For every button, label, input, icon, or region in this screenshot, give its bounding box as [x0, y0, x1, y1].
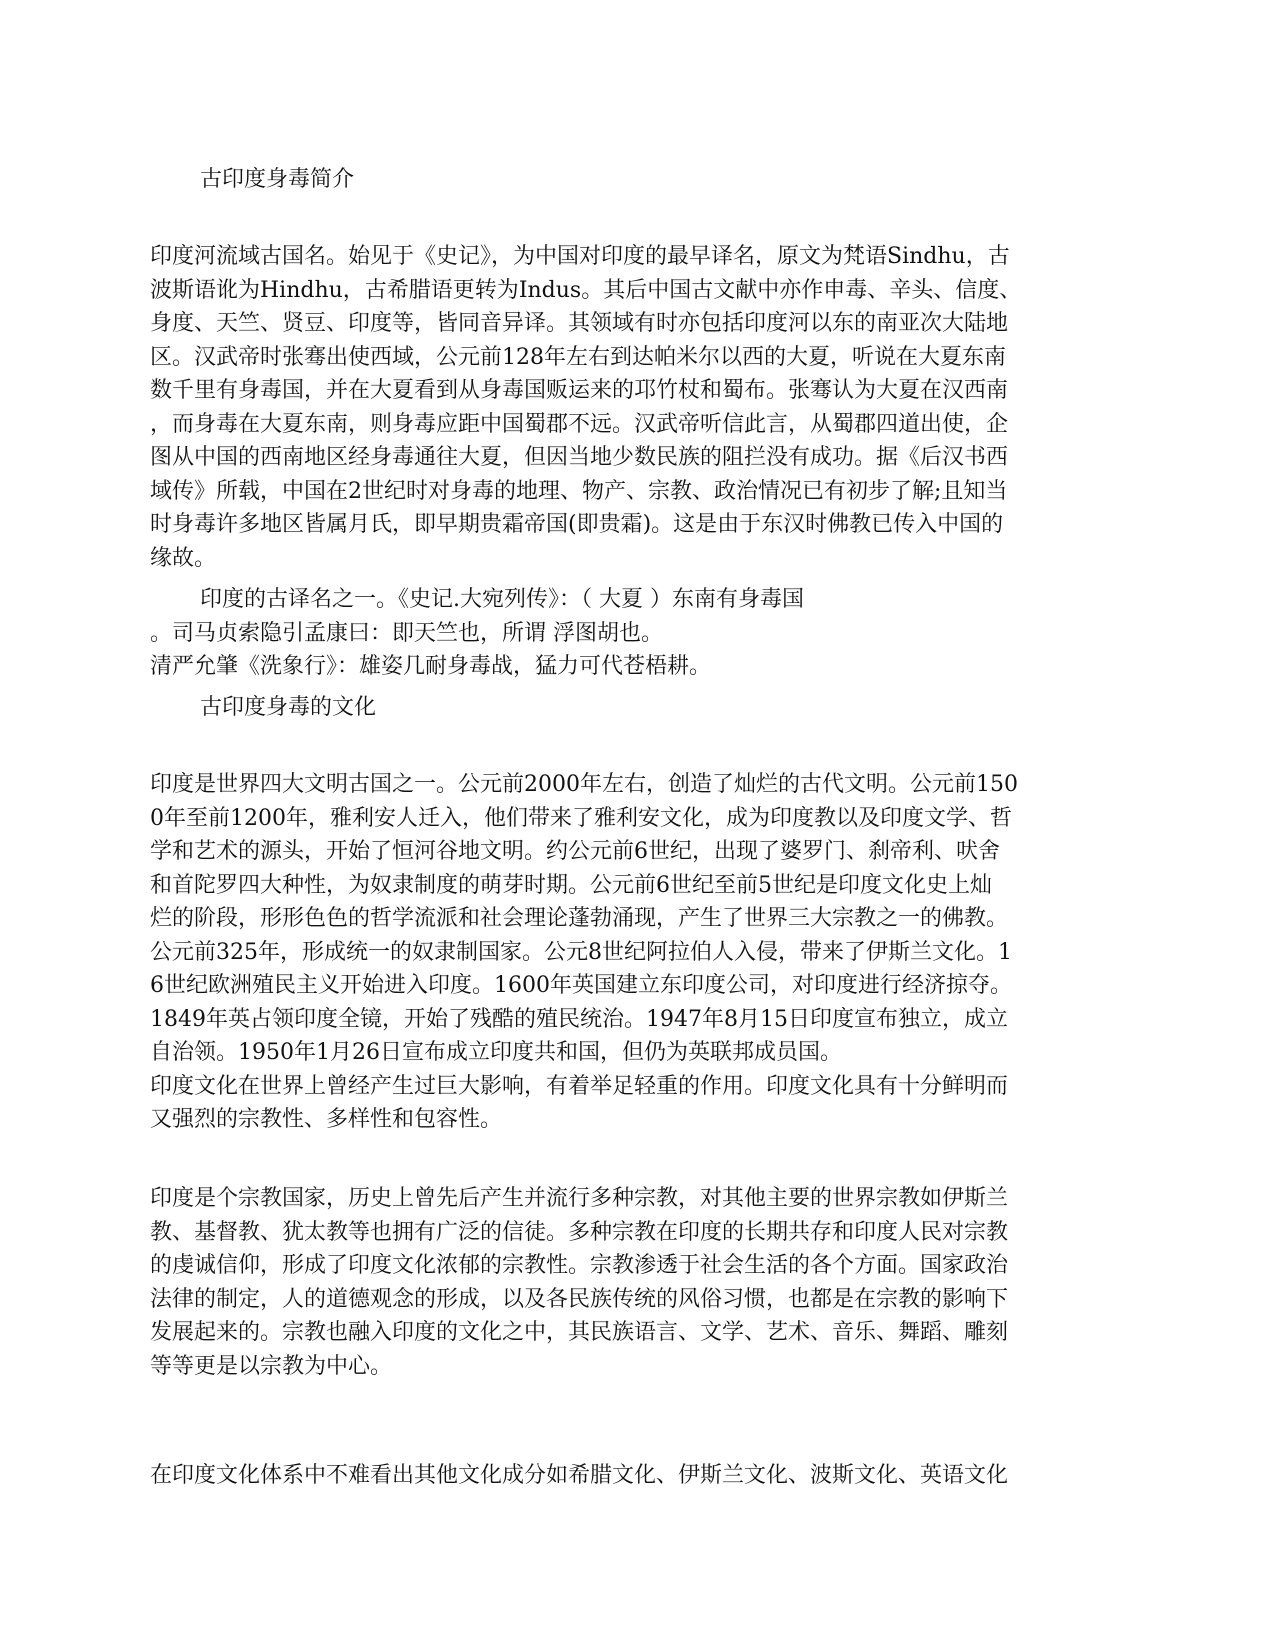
text-line: 烂的阶段，形形色色的哲学流派和社会理论蓬勃涌现，产生了世界三大宗教之一的佛教。	[150, 906, 1009, 931]
section-heading-intro: 古印度身毒简介	[200, 167, 355, 192]
text-line: 清严允肇《洗象行》：雄姿几耐身毒战，猛力可代苍梧耕。	[150, 654, 712, 679]
text-line: 。司马贞索隐引孟康曰：即天竺也，所谓 浮图胡也。	[150, 620, 663, 646]
text-line: 时身毒许多地区皆属月氏，即早期贵霜帝国(即贵霜)。这是由于东汉时佛教已传入中国的	[150, 512, 1004, 537]
text-line: 发展起来的。宗教也融入印度的文化之中，其民族语言、文学、艺术、音乐、舞蹈、雕刻	[150, 1320, 1009, 1345]
section-heading-culture: 古印度身毒的文化	[200, 695, 377, 720]
text-line: 教、基督教、犹太教等也拥有广泛的信徒。多种宗教在印度的长期共存和印度人民对宗教	[150, 1219, 1009, 1245]
text-line: 0年至前1200年，雅利安人迁入，他们带来了雅利安文化，成为印度教以及印度文学、哲	[150, 805, 1012, 831]
text-line: 学和艺术的源头，开始了恒河谷地文明。约公元前6世纪，出现了婆罗门、刹帝利、吠舍	[150, 839, 1000, 864]
text-line: 数千里有身毒国，并在大夏看到从身毒国贩运来的邛竹杖和蜀布。张骞认为大夏在汉西南	[150, 378, 1009, 403]
text-line: 身度、天竺、贤豆、印度等，皆同音异译。其领域有时亦包括印度河以东的南亚次大陆地	[150, 311, 1009, 336]
text-line: 1849年英占领印度全镜，开始了残酷的殖民统治。1947年8月15日印度宣布独立，成立	[150, 1006, 1008, 1032]
paragraph-diversity	[150, 1459, 1130, 1493]
text-line: 印度是个宗教国家，历史上曾先后产生并流行多种宗教，对其他主要的世界宗教如伊斯兰	[150, 1186, 1009, 1211]
text-line: 和首陀罗四大种性，为奴隶制度的萌芽时期。公元前6世纪至前5世纪是印度文化史上灿	[150, 872, 992, 898]
paragraph-civilization	[150, 768, 1130, 1137]
text-line: 的虔诚信仰，形成了印度文化浓郁的宗教性。宗教渗透于社会生活的各个方面。国家政治	[150, 1253, 1009, 1278]
paragraph-translation	[150, 583, 1130, 684]
text-line: 图从中国的西南地区经身毒通往大夏，但因当地少数民族的阻拦没有成功。据《后汉书西	[150, 445, 1009, 470]
paragraph-religion	[150, 1182, 1130, 1383]
text-line: 印度文化在世界上曾经产生过巨大影响，有着举足轻重的作用。印度文化具有十分鲜明而	[150, 1073, 1009, 1099]
text-line: 6世纪欧洲殖民主义开始进入印度。1600年英国建立东印度公司，对印度进行经济掠夺。	[150, 973, 1012, 998]
text-line: 自治领。1950年1月26日宣布成立印度共和国，但仍为英联邦成员国。	[150, 1040, 842, 1065]
text-line: 等等更是以宗教为中心。	[150, 1353, 393, 1379]
text-line: 印度河流域古国名。始见于《史记》，为中国对印度的最早译名，原文为梵语Sindhu，古	[150, 244, 1010, 269]
text-line: 在印度文化体系中不难看出其他文化成分如希腊文化、伊斯兰文化、波斯文化、英语文化	[150, 1463, 1009, 1488]
text-line: 印度的古译名之一。《史记.大宛列传》：（ 大夏 ）东南有身毒国	[200, 587, 804, 612]
text-line: 法律的制定，人的道德观念的形成，以及各民族传统的风俗习惯，也都是在宗教的影响下	[150, 1286, 1009, 1312]
text-line: ，而身毒在大夏东南，则身毒应距中国蜀郡不远。汉武帝听信此言，从蜀郡四道出使，企	[150, 411, 1009, 437]
text-line: 波斯语讹为Hindhu，古希腊语更转为Indus。其后中国古文献中亦作申毒、辛头、信度、	[150, 277, 1022, 303]
text-line: 域传》所载，中国在2世纪时对身毒的地理、物产、宗教、政治情况已有初步了解;且知当	[150, 478, 1008, 504]
text-line: 区。汉武帝时张骞出使西域，公元前128年左右到达帕米尔以西的大夏，听说在大夏东南	[150, 344, 1006, 370]
text-line: 缘故。	[150, 545, 217, 571]
text-line: 又强烈的宗教性、多样性和包容性。	[150, 1107, 503, 1132]
paragraph-intro	[150, 240, 1130, 575]
text-line: 公元前325年，形成统一的奴隶制国家。公元8世纪阿拉伯人入侵，带来了伊斯兰文化。1	[150, 939, 1012, 965]
text-line: 印度是世界四大文明古国之一。公元前2000年左右，创造了灿烂的古代文明。公元前150	[150, 772, 1018, 797]
